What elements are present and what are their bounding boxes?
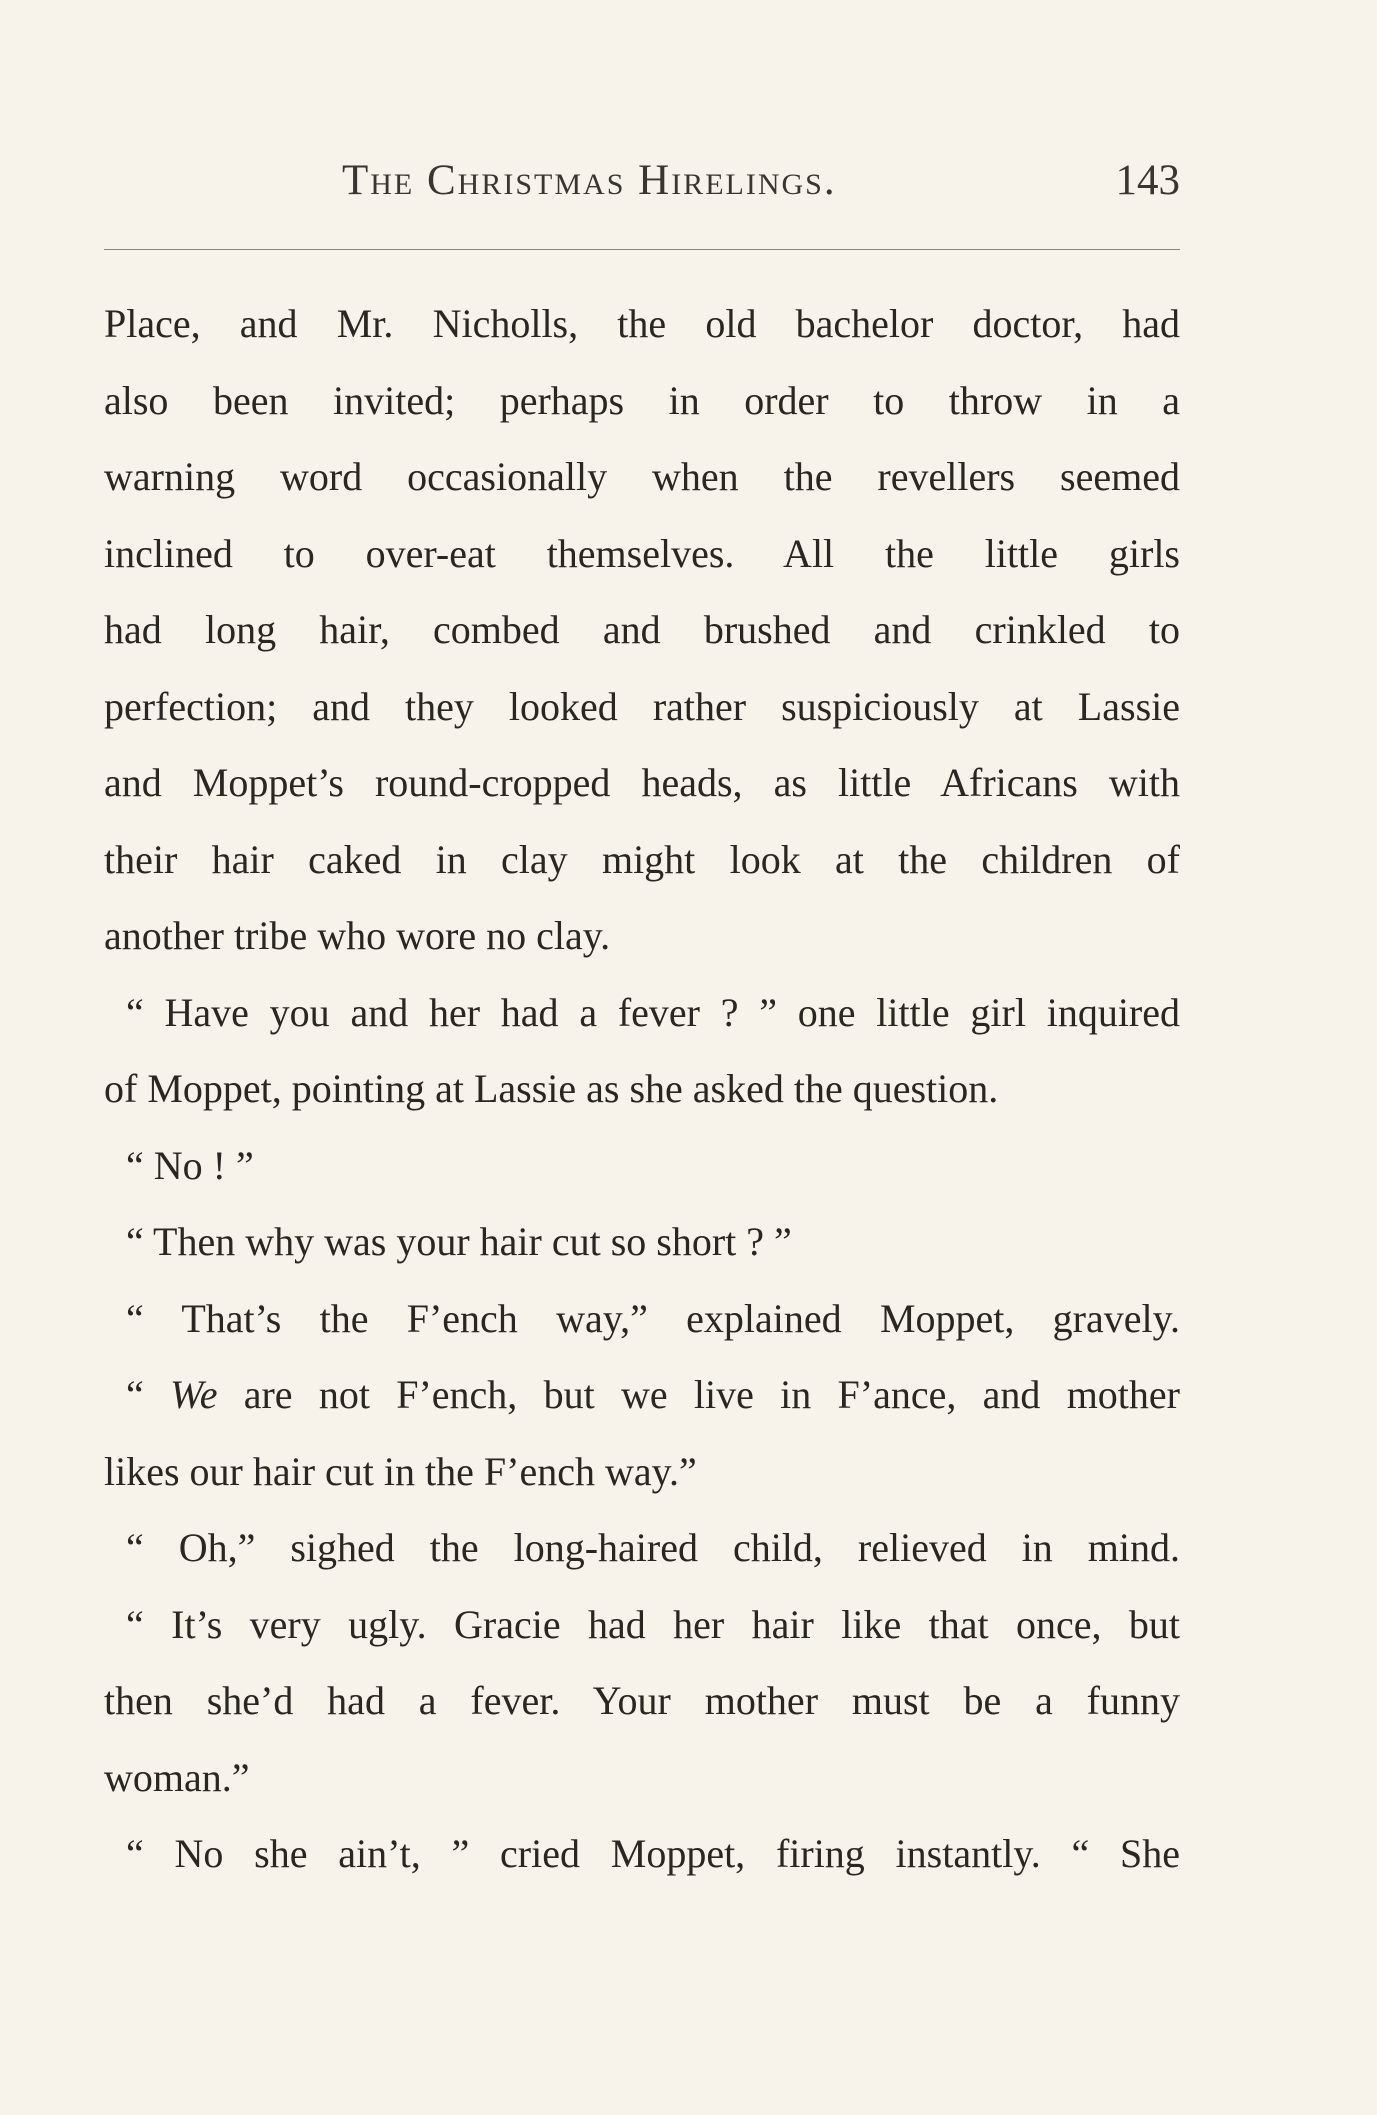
text-line: “ It’s very ugly. Gracie had her hair like that once, but (126, 1601, 1180, 1647)
text-line: perfection; and they looked rather suspiciously at Lassie (104, 683, 1180, 729)
page-number: 143 (1115, 157, 1180, 204)
text-line: of Moppet, pointing at Lassie as she asked the question. (104, 1066, 999, 1111)
text-line: warning word occasionally when the revellers seemed (104, 454, 1180, 499)
page-header (104, 150, 1180, 220)
text-line: had long hair, combed and brushed and crinkled to (104, 607, 1180, 652)
running-title: The Christmas Hirelings. (342, 157, 837, 204)
body-text (104, 286, 1180, 1893)
text-line: Place, and Mr. Nicholls, the old bachelor doctor, had (104, 301, 1180, 346)
text-line: woman.” (104, 1754, 250, 1800)
text-line: then she’d had a fever. Your mother must be a funny (104, 1678, 1180, 1723)
text-line: and Moppet’s round-cropped heads, as little Africans with (104, 760, 1180, 805)
text-line: their hair caked in clay might look at the children of (104, 836, 1180, 882)
text-line: “ No she ain’t, ” cried Moppet, firing instantly. “ She (126, 1831, 1180, 1876)
text-line: another tribe who wore no clay. (104, 913, 611, 958)
text-line: “ That’s the F’ench way,” explained Moppet, gravely. (126, 1295, 1180, 1341)
text-line: “ Have you and her had a fever ? ” one little girl inquired (126, 989, 1180, 1035)
emphasis: We (170, 1372, 218, 1417)
text-line: “ We are not F’ench, but we live in F’ance, and mother (126, 1372, 1180, 1417)
header-rule (104, 249, 1180, 250)
text-line: “ No ! ” (126, 1142, 254, 1188)
text-line: also been invited; perhaps in order to throw in a (104, 377, 1180, 423)
text-line: “ Then why was your hair cut so short ? ” (126, 1219, 792, 1264)
text-line: “ Oh,” sighed the long-haired child, relieved in mind. (126, 1525, 1180, 1570)
text-line: likes our hair cut in the F’ench way.” (104, 1448, 697, 1494)
text-line: inclined to over-eat themselves. All the little girls (104, 530, 1180, 576)
